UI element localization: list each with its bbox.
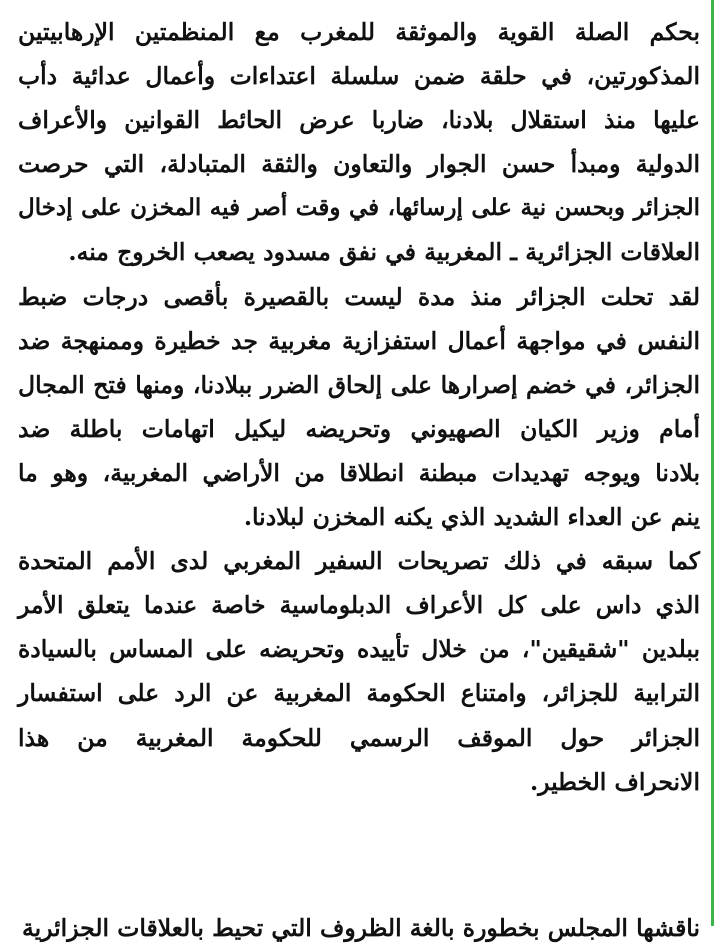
text-line-12: ينم عن العداء الشديد الذي يكنه المخزن لبلادنا. [243,503,700,532]
text-line-17: الجزائر حول الموقف الرسمي للحكومة المغربية من هذا [18,723,700,752]
column-divider-line [711,0,714,926]
partially-visible-text-line: ناقشها المجلس بخطورة بالغة الظروف التي تحيط بالعلاقات الجزائرية [22,914,700,942]
text-line-3: عليها منذ استقلال بلادنا، ضاربا عرض الحائط القوانين والأعراف [18,106,700,135]
text-line-7: لقد تحلت الجزائر منذ مدة ليست بالقصيرة بأقصى درجات ضبط [18,282,700,311]
text-line-15: ببلدين "شقيقين"، من خلال تأييده وتحريضه على المساس بالسيادة [18,635,700,664]
text-line-11: بلادنا ويوجه تهديدات مبطنة انطلاقا من الأراضي المغربية، وهو ما [18,458,700,487]
text-line-1: بحكم الصلة القوية والموثقة للمغرب مع المنظمتين الإرهابيتين [18,18,700,46]
text-line-8: النفس في مواجهة أعمال استفزازية مغربية جد خطيرة وممنهجة ضد [18,326,700,355]
text-line-5: الجزائر وبحسن نية على إرسائها، في وقت أصر فيه المخزن على إدخال [18,194,700,222]
text-line-4: الدولية ومبدأ حسن الجوار والتعاون والثقة المتبادلة، التي حرصت [18,150,700,179]
text-line-14: الذي داس على كل الأعراف الدبلوماسية خاصة عندما يتعلق الأمر [18,591,700,620]
text-line-16: الترابية للجزائر، وامتناع الحكومة المغربية عن الرد على استفسار [18,679,700,708]
text-line-10: أمام وزير الكيان الصهيوني وتحريضه ليكيل اتهامات باطلة ضد [18,414,700,443]
article-text-column [18,10,700,804]
text-line-6: العلاقات الجزائرية ـ المغربية في نفق مسدود يصعب الخروج منه. [68,238,700,267]
text-line-2: المذكورتين، في حلقة ضمن سلسلة اعتداءات وأعمال عدائية دأب [18,62,700,91]
text-line-18: الانحراف الخطير. [529,767,700,796]
text-line-9: الجزائر، في خضم إصرارها على إلحاق الضرر ببلادنا، ومنها فتح المجال [18,370,700,399]
text-line-13: كما سبقه في ذلك تصريحات السفير المغربي لدى الأمم المتحدة [18,547,700,576]
